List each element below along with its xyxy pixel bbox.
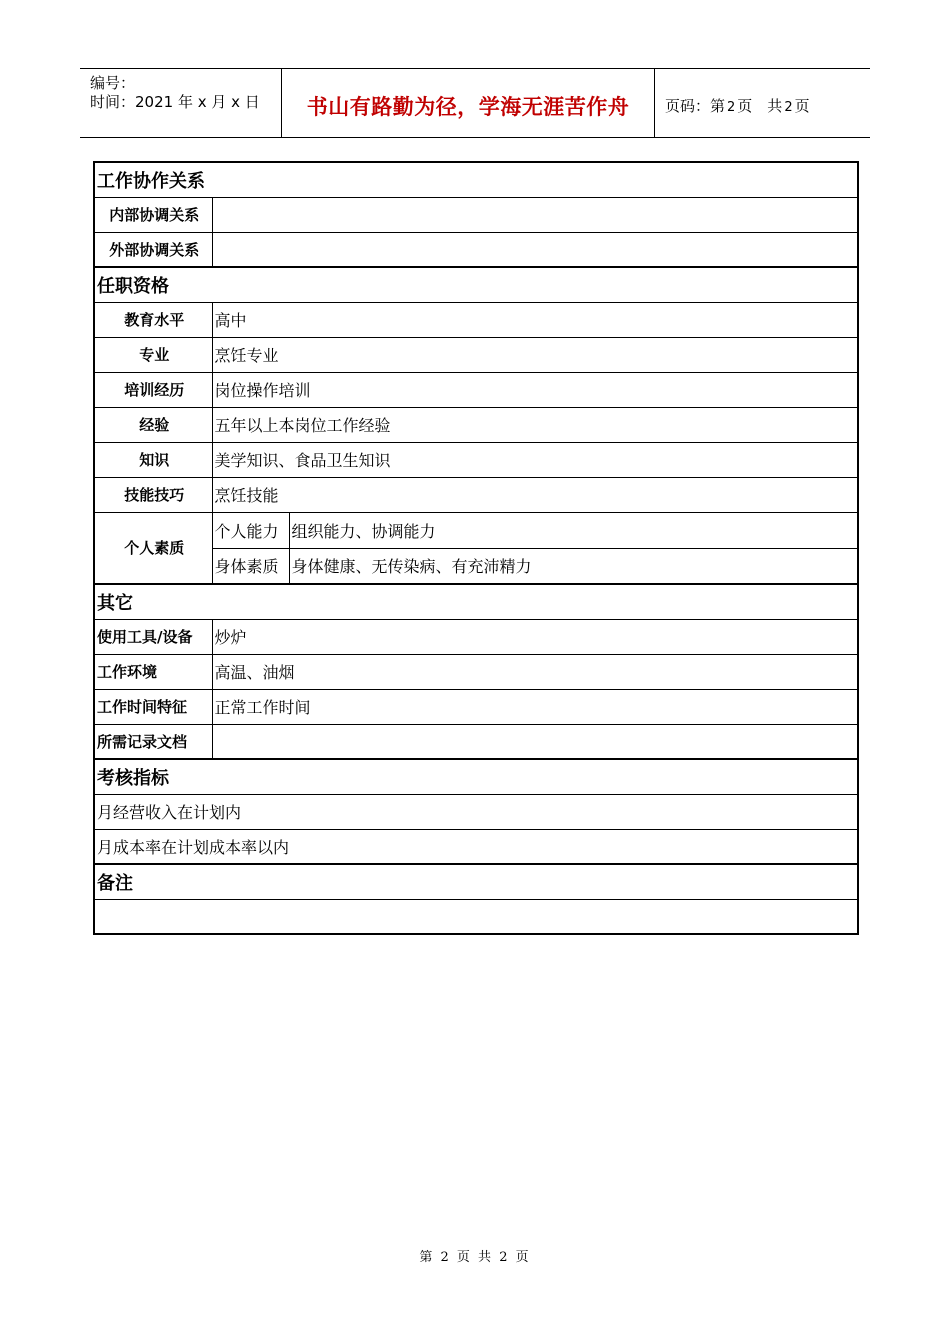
page-suffix: 页 — [794, 97, 810, 115]
table-row — [94, 337, 858, 372]
table-row — [94, 372, 858, 407]
table-row — [94, 197, 858, 232]
section-title: 工作协作关系 — [94, 162, 858, 197]
row-label: 工作时间特征 — [94, 689, 212, 724]
row-value — [212, 232, 858, 267]
page-footer: 第 2 页 共 2 页 — [419, 1250, 531, 1265]
section-cooperation — [94, 162, 858, 197]
section-other — [94, 584, 858, 619]
time-label: 时间：2021 年 x 月 x 日 — [90, 93, 260, 111]
page-current: 2 — [727, 100, 736, 115]
page-header — [80, 68, 870, 138]
page-info — [665, 95, 810, 116]
page-mid: 页 共 — [737, 97, 783, 115]
row-label: 培训经历 — [94, 372, 212, 407]
row-label: 专业 — [94, 337, 212, 372]
table-row — [94, 232, 858, 267]
section-remarks — [94, 864, 858, 899]
kpi-item: 月经营收入在计划内 — [94, 794, 858, 829]
table-row — [94, 302, 858, 337]
page-total: 2 — [784, 100, 793, 115]
row-label: 工作环境 — [94, 654, 212, 689]
sub-label: 身体素质 — [212, 548, 289, 584]
header-motto-cell — [282, 69, 655, 137]
table-row — [94, 829, 858, 864]
row-label: 个人素质 — [94, 512, 212, 584]
table-row — [94, 477, 858, 512]
table-row — [94, 689, 858, 724]
section-title: 其它 — [94, 584, 858, 619]
section-title: 考核指标 — [94, 759, 858, 794]
row-value: 炒炉 — [212, 619, 858, 654]
section-title: 备注 — [94, 864, 858, 899]
row-value: 组织能力、协调能力 — [289, 512, 858, 548]
table-row — [94, 442, 858, 477]
motto: 书山有路勤为径，学海无涯苦作舟 — [306, 95, 630, 119]
section-title: 任职资格 — [94, 267, 858, 302]
row-value: 正常工作时间 — [212, 689, 858, 724]
row-label: 所需记录文档 — [94, 724, 212, 759]
row-label: 外部协调关系 — [94, 232, 212, 267]
row-value — [212, 197, 858, 232]
row-value: 高中 — [212, 302, 858, 337]
row-label: 技能技巧 — [94, 477, 212, 512]
row-label: 知识 — [94, 442, 212, 477]
section-kpi — [94, 759, 858, 794]
row-value: 身体健康、无传染病、有充沛精力 — [289, 548, 858, 584]
header-meta — [80, 69, 282, 137]
job-description-table — [93, 161, 859, 935]
kpi-item: 月成本率在计划成本率以内 — [94, 829, 858, 864]
row-value: 烹饪技能 — [212, 477, 858, 512]
page-prefix: 页码：第 — [665, 97, 726, 115]
header-page-cell — [655, 69, 870, 137]
row-label: 内部协调关系 — [94, 197, 212, 232]
row-label: 经验 — [94, 407, 212, 442]
table-row — [94, 407, 858, 442]
row-label: 教育水平 — [94, 302, 212, 337]
table-row — [94, 619, 858, 654]
sub-label: 个人能力 — [212, 512, 289, 548]
table-row — [94, 899, 858, 934]
section-qualifications — [94, 267, 858, 302]
row-value: 五年以上本岗位工作经验 — [212, 407, 858, 442]
table-row — [94, 794, 858, 829]
row-value: 美学知识、食品卫生知识 — [212, 442, 858, 477]
table-row — [94, 654, 858, 689]
table-row — [94, 512, 858, 548]
row-label: 使用工具/设备 — [94, 619, 212, 654]
table-row — [94, 724, 858, 759]
row-value: 烹饪专业 — [212, 337, 858, 372]
row-value: 高温、油烟 — [212, 654, 858, 689]
row-value: 岗位操作培训 — [212, 372, 858, 407]
serial-label: 编号： — [90, 74, 136, 92]
remarks-value — [94, 899, 858, 934]
row-value — [212, 724, 858, 759]
